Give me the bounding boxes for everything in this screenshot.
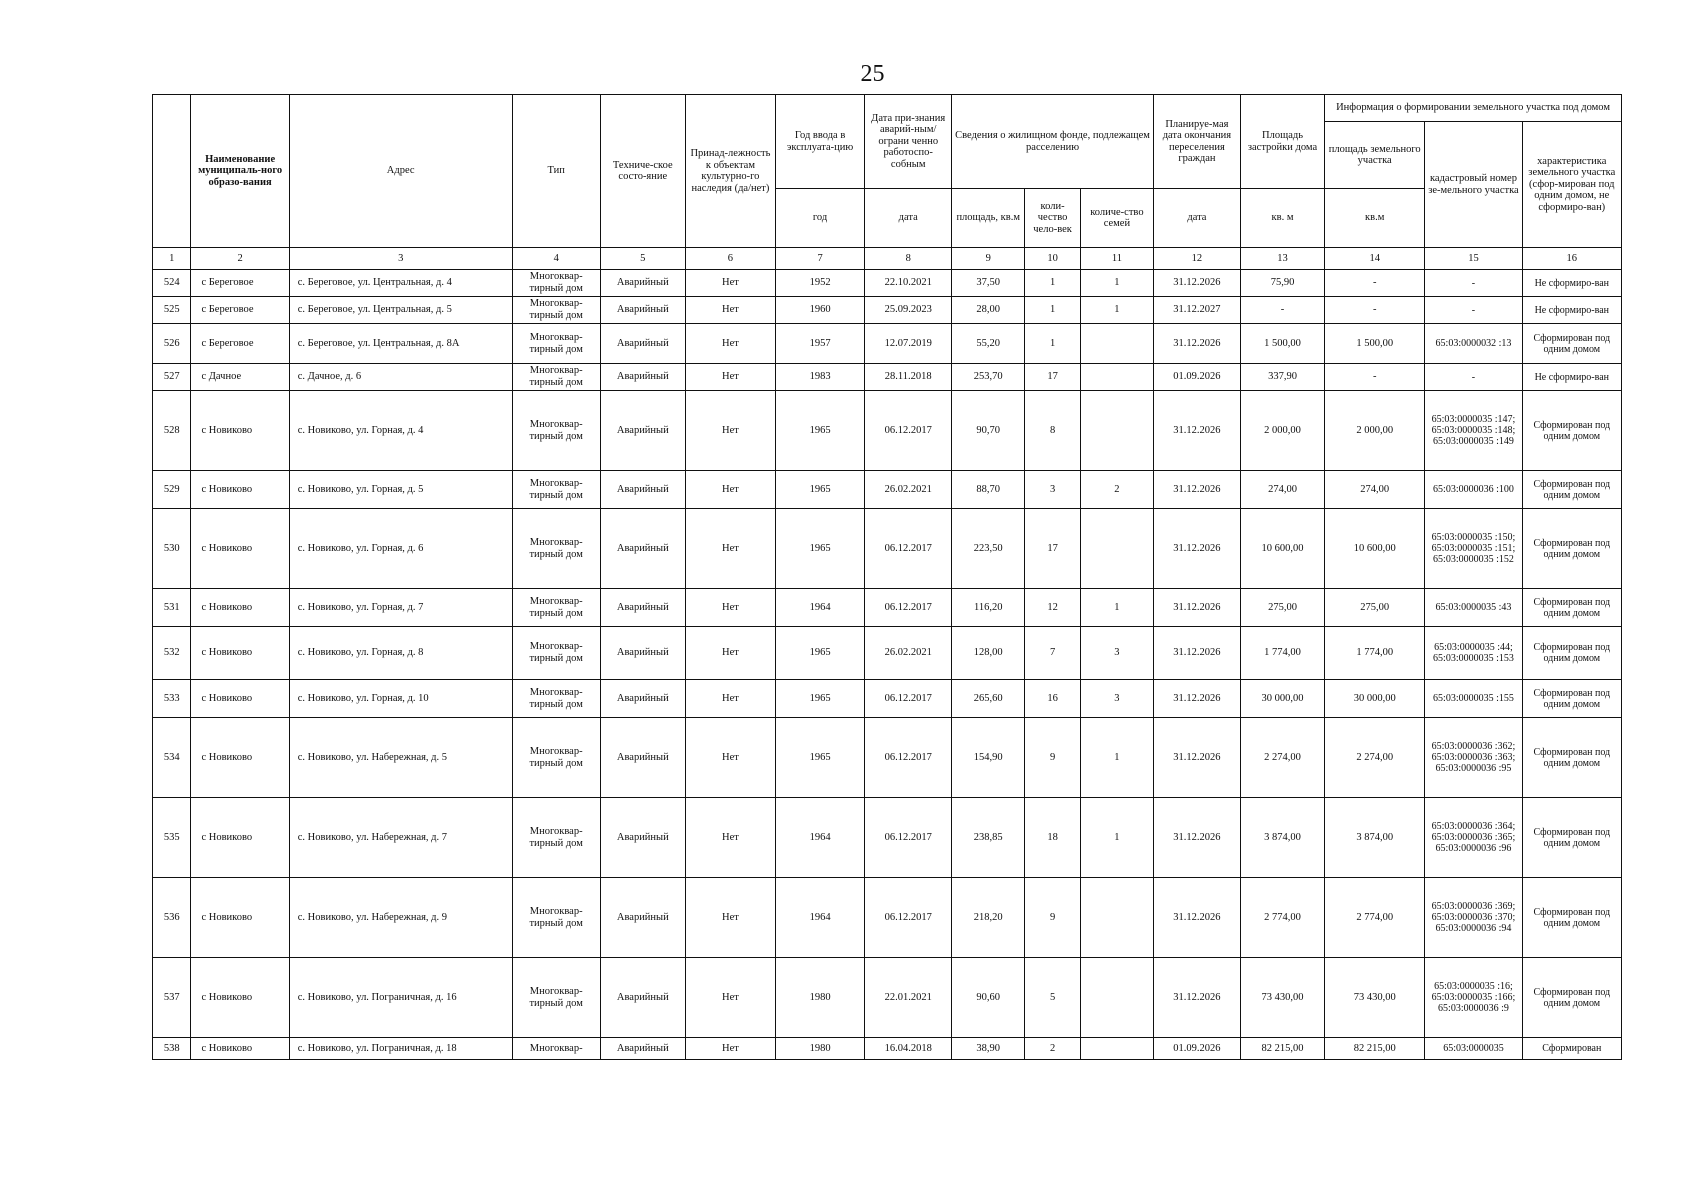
characteristic-cell: Сформирован под одним домом bbox=[1522, 324, 1621, 364]
area-cell: 37,50 bbox=[952, 270, 1025, 297]
address-cell: с. Новиково, ул. Горная, д. 5 bbox=[289, 471, 512, 509]
footprint-cell: 337,90 bbox=[1240, 364, 1324, 391]
table-row bbox=[153, 718, 1622, 798]
municipality-cell: с Новиково bbox=[191, 878, 289, 958]
table-row bbox=[153, 471, 1622, 509]
people-cell: 1 bbox=[1025, 324, 1081, 364]
families-cell bbox=[1080, 324, 1153, 364]
municipality-cell: с Новиково bbox=[191, 680, 289, 718]
year-cell: 1960 bbox=[776, 297, 865, 324]
column-number: 9 bbox=[952, 248, 1025, 270]
footprint-cell: 2 774,00 bbox=[1240, 878, 1324, 958]
tech-state-cell: Аварийный bbox=[600, 718, 685, 798]
land-area-cell: 1 774,00 bbox=[1325, 627, 1425, 680]
cadastral-cell: 65:03:0000032 :13 bbox=[1425, 324, 1522, 364]
land-area-cell: 1 500,00 bbox=[1325, 324, 1425, 364]
tech-state-cell: Аварийный bbox=[600, 270, 685, 297]
table-row bbox=[153, 324, 1622, 364]
row-number: 531 bbox=[153, 589, 191, 627]
footprint-cell: 82 215,00 bbox=[1240, 1038, 1324, 1060]
municipality-cell: с Новиково bbox=[191, 958, 289, 1038]
area-cell: 154,90 bbox=[952, 718, 1025, 798]
heritage-cell: Нет bbox=[685, 589, 775, 627]
footprint-cell: 1 774,00 bbox=[1240, 627, 1324, 680]
tech-state-cell: Аварийный bbox=[600, 364, 685, 391]
families-cell: 2 bbox=[1080, 471, 1153, 509]
heritage-cell: Нет bbox=[685, 718, 775, 798]
land-area-cell: 30 000,00 bbox=[1325, 680, 1425, 718]
people-cell: 7 bbox=[1025, 627, 1081, 680]
header-municipality: Наименование муниципаль-ного образо-вания bbox=[191, 95, 289, 248]
header-year-sub: год bbox=[776, 189, 865, 248]
area-cell: 116,20 bbox=[952, 589, 1025, 627]
characteristic-cell: Сформирован под одним домом bbox=[1522, 878, 1621, 958]
tech-state-cell: Аварийный bbox=[600, 1038, 685, 1060]
table-row bbox=[153, 509, 1622, 589]
header-address: Адрес bbox=[289, 95, 512, 248]
people-cell: 2 bbox=[1025, 1038, 1081, 1060]
area-cell: 90,60 bbox=[952, 958, 1025, 1038]
header-plan-sub: дата bbox=[1153, 189, 1240, 248]
row-number: 527 bbox=[153, 364, 191, 391]
municipality-cell: с Новиково bbox=[191, 589, 289, 627]
municipality-cell: с Новиково bbox=[191, 627, 289, 680]
municipality-cell: с Новиково bbox=[191, 718, 289, 798]
characteristic-cell: Не сформиро-ван bbox=[1522, 364, 1621, 391]
land-area-cell: - bbox=[1325, 297, 1425, 324]
characteristic-cell: Сформирован под одним домом bbox=[1522, 391, 1621, 471]
year-cell: 1965 bbox=[776, 680, 865, 718]
header-area: площадь, кв.м bbox=[952, 189, 1025, 248]
tech-state-cell: Аварийный bbox=[600, 297, 685, 324]
planned-date-cell: 31.12.2026 bbox=[1153, 878, 1240, 958]
address-cell: с. Новиково, ул. Пограничная, д. 16 bbox=[289, 958, 512, 1038]
header-tech-state: Техниче-ское состо-яние bbox=[600, 95, 685, 248]
municipality-cell: с Береговое bbox=[191, 270, 289, 297]
characteristic-cell: Сформирован под одним домом bbox=[1522, 958, 1621, 1038]
column-number: 12 bbox=[1153, 248, 1240, 270]
header-emergency-sub: дата bbox=[865, 189, 952, 248]
land-area-cell: 3 874,00 bbox=[1325, 798, 1425, 878]
column-number: 15 bbox=[1425, 248, 1522, 270]
type-cell: Многоквар-тирный дом bbox=[512, 627, 600, 680]
address-cell: с. Новиково, ул. Горная, д. 6 bbox=[289, 509, 512, 589]
cadastral-cell: 65:03:0000035 :16; 65:03:0000035 :166; 65:03:0000036 :9 bbox=[1425, 958, 1522, 1038]
header-type: Тип bbox=[512, 95, 600, 248]
row-number: 537 bbox=[153, 958, 191, 1038]
emergency-date-cell: 22.01.2021 bbox=[865, 958, 952, 1038]
header-row-number bbox=[153, 95, 191, 248]
families-cell bbox=[1080, 364, 1153, 391]
families-cell: 1 bbox=[1080, 297, 1153, 324]
address-cell: с. Новиково, ул. Набережная, д. 7 bbox=[289, 798, 512, 878]
housing-registry-table bbox=[152, 94, 1622, 1060]
characteristic-cell: Сформирован под одним домом bbox=[1522, 471, 1621, 509]
row-number: 525 bbox=[153, 297, 191, 324]
header-land-area-unit: кв.м bbox=[1325, 189, 1425, 248]
type-cell: Многоквар-тирный дом bbox=[512, 509, 600, 589]
header-year-group: Год ввода в эксплуата-цию bbox=[776, 95, 865, 189]
type-cell: Многоквар-тирный дом bbox=[512, 297, 600, 324]
municipality-cell: с Береговое bbox=[191, 297, 289, 324]
people-cell: 16 bbox=[1025, 680, 1081, 718]
heritage-cell: Нет bbox=[685, 324, 775, 364]
tech-state-cell: Аварийный bbox=[600, 509, 685, 589]
planned-date-cell: 31.12.2026 bbox=[1153, 627, 1240, 680]
families-cell: 3 bbox=[1080, 680, 1153, 718]
column-number: 8 bbox=[865, 248, 952, 270]
planned-date-cell: 31.12.2026 bbox=[1153, 324, 1240, 364]
families-cell bbox=[1080, 878, 1153, 958]
footprint-cell: 2 000,00 bbox=[1240, 391, 1324, 471]
type-cell: Многоквар-тирный дом bbox=[512, 471, 600, 509]
planned-date-cell: 31.12.2026 bbox=[1153, 798, 1240, 878]
column-number: 14 bbox=[1325, 248, 1425, 270]
characteristic-cell: Не сформиро-ван bbox=[1522, 270, 1621, 297]
table-header bbox=[153, 95, 1622, 270]
families-cell bbox=[1080, 509, 1153, 589]
land-area-cell: 2 000,00 bbox=[1325, 391, 1425, 471]
people-cell: 8 bbox=[1025, 391, 1081, 471]
people-cell: 5 bbox=[1025, 958, 1081, 1038]
header-footprint-sub: кв. м bbox=[1240, 189, 1324, 248]
emergency-date-cell: 26.02.2021 bbox=[865, 627, 952, 680]
tech-state-cell: Аварийный bbox=[600, 878, 685, 958]
cadastral-cell: 65:03:0000035 :155 bbox=[1425, 680, 1522, 718]
planned-date-cell: 31.12.2026 bbox=[1153, 958, 1240, 1038]
emergency-date-cell: 22.10.2021 bbox=[865, 270, 952, 297]
planned-date-cell: 31.12.2026 bbox=[1153, 509, 1240, 589]
heritage-cell: Нет bbox=[685, 471, 775, 509]
planned-date-cell: 01.09.2026 bbox=[1153, 1038, 1240, 1060]
column-number: 16 bbox=[1522, 248, 1621, 270]
emergency-date-cell: 16.04.2018 bbox=[865, 1038, 952, 1060]
tech-state-cell: Аварийный bbox=[600, 627, 685, 680]
cadastral-cell: 65:03:0000035 :43 bbox=[1425, 589, 1522, 627]
cadastral-cell: 65:03:0000035 :150; 65:03:0000035 :151; 65:03:0000035 :152 bbox=[1425, 509, 1522, 589]
header-housing-group: Сведения о жилищном фонде, подлежащем расселению bbox=[952, 95, 1154, 189]
year-cell: 1965 bbox=[776, 627, 865, 680]
tech-state-cell: Аварийный bbox=[600, 391, 685, 471]
characteristic-cell: Сформирован под одним домом bbox=[1522, 718, 1621, 798]
table-row bbox=[153, 680, 1622, 718]
table-row bbox=[153, 270, 1622, 297]
people-cell: 1 bbox=[1025, 297, 1081, 324]
area-cell: 38,90 bbox=[952, 1038, 1025, 1060]
families-cell: 1 bbox=[1080, 270, 1153, 297]
column-number: 3 bbox=[289, 248, 512, 270]
header-footprint-group: Площадь застройки дома bbox=[1240, 95, 1324, 189]
area-cell: 218,20 bbox=[952, 878, 1025, 958]
municipality-cell: с Новиково bbox=[191, 391, 289, 471]
cadastral-cell: 65:03:0000036 :362; 65:03:0000036 :363; 65:03:0000036 :95 bbox=[1425, 718, 1522, 798]
year-cell: 1980 bbox=[776, 958, 865, 1038]
table-row bbox=[153, 297, 1622, 324]
column-number: 10 bbox=[1025, 248, 1081, 270]
characteristic-cell: Сформирован под одним домом bbox=[1522, 680, 1621, 718]
year-cell: 1964 bbox=[776, 798, 865, 878]
address-cell: с. Новиково, ул. Горная, д. 8 bbox=[289, 627, 512, 680]
emergency-date-cell: 26.02.2021 bbox=[865, 471, 952, 509]
emergency-date-cell: 06.12.2017 bbox=[865, 718, 952, 798]
heritage-cell: Нет bbox=[685, 391, 775, 471]
heritage-cell: Нет bbox=[685, 627, 775, 680]
area-cell: 253,70 bbox=[952, 364, 1025, 391]
characteristic-cell: Сформирован под одним домом bbox=[1522, 509, 1621, 589]
year-cell: 1983 bbox=[776, 364, 865, 391]
address-cell: с. Береговое, ул. Центральная, д. 8А bbox=[289, 324, 512, 364]
land-area-cell: 2 274,00 bbox=[1325, 718, 1425, 798]
type-cell: Многоквар- bbox=[512, 1038, 600, 1060]
table-body bbox=[153, 270, 1622, 1060]
heritage-cell: Нет bbox=[685, 297, 775, 324]
footprint-cell: 10 600,00 bbox=[1240, 509, 1324, 589]
row-number: 528 bbox=[153, 391, 191, 471]
cadastral-cell: - bbox=[1425, 297, 1522, 324]
municipality-cell: с Дачное bbox=[191, 364, 289, 391]
heritage-cell: Нет bbox=[685, 878, 775, 958]
type-cell: Многоквар-тирный дом bbox=[512, 364, 600, 391]
header-land-group: Информация о формировании земельного участка под домом bbox=[1325, 95, 1622, 122]
area-cell: 128,00 bbox=[952, 627, 1025, 680]
emergency-date-cell: 06.12.2017 bbox=[865, 589, 952, 627]
families-cell bbox=[1080, 1038, 1153, 1060]
characteristic-cell: Не сформиро-ван bbox=[1522, 297, 1621, 324]
area-cell: 28,00 bbox=[952, 297, 1025, 324]
land-area-cell: 82 215,00 bbox=[1325, 1038, 1425, 1060]
tech-state-cell: Аварийный bbox=[600, 798, 685, 878]
header-land-area: площадь земельного участка bbox=[1325, 122, 1425, 189]
type-cell: Многоквар-тирный дом bbox=[512, 324, 600, 364]
area-cell: 223,50 bbox=[952, 509, 1025, 589]
page-number: 25 bbox=[860, 61, 885, 87]
column-number: 1 bbox=[153, 248, 191, 270]
header-plan-group: Планируе-мая дата окончания переселения граждан bbox=[1153, 95, 1240, 189]
people-cell: 18 bbox=[1025, 798, 1081, 878]
heritage-cell: Нет bbox=[685, 1038, 775, 1060]
column-number: 2 bbox=[191, 248, 289, 270]
people-cell: 9 bbox=[1025, 718, 1081, 798]
type-cell: Многоквар-тирный дом bbox=[512, 391, 600, 471]
planned-date-cell: 31.12.2026 bbox=[1153, 589, 1240, 627]
municipality-cell: с Новиково bbox=[191, 798, 289, 878]
year-cell: 1952 bbox=[776, 270, 865, 297]
people-cell: 9 bbox=[1025, 878, 1081, 958]
tech-state-cell: Аварийный bbox=[600, 589, 685, 627]
heritage-cell: Нет bbox=[685, 798, 775, 878]
table-row bbox=[153, 391, 1622, 471]
municipality-cell: с Новиково bbox=[191, 1038, 289, 1060]
row-number: 526 bbox=[153, 324, 191, 364]
families-cell bbox=[1080, 391, 1153, 471]
type-cell: Многоквар-тирный дом bbox=[512, 878, 600, 958]
year-cell: 1965 bbox=[776, 391, 865, 471]
header-characteristic: характеристика земельного участка (сфор-мирован под одним домом, не сформиро-ван) bbox=[1522, 122, 1621, 248]
cadastral-cell: 65:03:0000035 :147; 65:03:0000035 :148; 65:03:0000035 :149 bbox=[1425, 391, 1522, 471]
planned-date-cell: 31.12.2026 bbox=[1153, 391, 1240, 471]
planned-date-cell: 31.12.2026 bbox=[1153, 471, 1240, 509]
type-cell: Многоквар-тирный дом bbox=[512, 718, 600, 798]
land-area-cell: 275,00 bbox=[1325, 589, 1425, 627]
tech-state-cell: Аварийный bbox=[600, 680, 685, 718]
column-number: 11 bbox=[1080, 248, 1153, 270]
address-cell: с. Новиково, ул. Горная, д. 10 bbox=[289, 680, 512, 718]
emergency-date-cell: 25.09.2023 bbox=[865, 297, 952, 324]
people-cell: 3 bbox=[1025, 471, 1081, 509]
cadastral-cell: - bbox=[1425, 364, 1522, 391]
land-area-cell: 73 430,00 bbox=[1325, 958, 1425, 1038]
people-cell: 17 bbox=[1025, 509, 1081, 589]
row-number: 538 bbox=[153, 1038, 191, 1060]
area-cell: 88,70 bbox=[952, 471, 1025, 509]
year-cell: 1964 bbox=[776, 878, 865, 958]
column-number: 4 bbox=[512, 248, 600, 270]
emergency-date-cell: 06.12.2017 bbox=[865, 798, 952, 878]
table-row bbox=[153, 589, 1622, 627]
emergency-date-cell: 06.12.2017 bbox=[865, 680, 952, 718]
cadastral-cell: 65:03:0000036 :100 bbox=[1425, 471, 1522, 509]
heritage-cell: Нет bbox=[685, 509, 775, 589]
heritage-cell: Нет bbox=[685, 680, 775, 718]
planned-date-cell: 31.12.2026 bbox=[1153, 270, 1240, 297]
people-cell: 1 bbox=[1025, 270, 1081, 297]
planned-date-cell: 31.12.2026 bbox=[1153, 680, 1240, 718]
families-cell: 1 bbox=[1080, 589, 1153, 627]
type-cell: Многоквар-тирный дом bbox=[512, 589, 600, 627]
municipality-cell: с Новиково bbox=[191, 509, 289, 589]
land-area-cell: 2 774,00 bbox=[1325, 878, 1425, 958]
type-cell: Многоквар-тирный дом bbox=[512, 270, 600, 297]
tech-state-cell: Аварийный bbox=[600, 958, 685, 1038]
families-cell: 3 bbox=[1080, 627, 1153, 680]
cadastral-cell: 65:03:0000036 :364; 65:03:0000036 :365; 65:03:0000036 :96 bbox=[1425, 798, 1522, 878]
header-cadastral: кадастровый номер зе-мельного участка bbox=[1425, 122, 1522, 248]
column-number: 6 bbox=[685, 248, 775, 270]
table-row bbox=[153, 958, 1622, 1038]
address-cell: с. Береговое, ул. Центральная, д. 4 bbox=[289, 270, 512, 297]
area-cell: 90,70 bbox=[952, 391, 1025, 471]
type-cell: Многоквар-тирный дом bbox=[512, 958, 600, 1038]
address-cell: с. Новиково, ул. Пограничная, д. 18 bbox=[289, 1038, 512, 1060]
address-cell: с. Новиково, ул. Горная, д. 7 bbox=[289, 589, 512, 627]
emergency-date-cell: 12.07.2019 bbox=[865, 324, 952, 364]
characteristic-cell: Сформирован bbox=[1522, 1038, 1621, 1060]
address-cell: с. Новиково, ул. Горная, д. 4 bbox=[289, 391, 512, 471]
land-area-cell: 10 600,00 bbox=[1325, 509, 1425, 589]
row-number: 534 bbox=[153, 718, 191, 798]
land-area-cell: 274,00 bbox=[1325, 471, 1425, 509]
footprint-cell: 275,00 bbox=[1240, 589, 1324, 627]
row-number: 536 bbox=[153, 878, 191, 958]
characteristic-cell: Сформирован под одним домом bbox=[1522, 589, 1621, 627]
year-cell: 1957 bbox=[776, 324, 865, 364]
row-number: 529 bbox=[153, 471, 191, 509]
heritage-cell: Нет bbox=[685, 270, 775, 297]
land-area-cell: - bbox=[1325, 270, 1425, 297]
emergency-date-cell: 06.12.2017 bbox=[865, 878, 952, 958]
type-cell: Многоквар-тирный дом bbox=[512, 798, 600, 878]
footprint-cell: 3 874,00 bbox=[1240, 798, 1324, 878]
heritage-cell: Нет bbox=[685, 958, 775, 1038]
characteristic-cell: Сформирован под одним домом bbox=[1522, 798, 1621, 878]
header-families: количе-ство семей bbox=[1080, 189, 1153, 248]
row-number: 535 bbox=[153, 798, 191, 878]
footprint-cell: - bbox=[1240, 297, 1324, 324]
footprint-cell: 1 500,00 bbox=[1240, 324, 1324, 364]
row-number: 530 bbox=[153, 509, 191, 589]
families-cell bbox=[1080, 958, 1153, 1038]
table-row bbox=[153, 798, 1622, 878]
row-number: 524 bbox=[153, 270, 191, 297]
header-people: коли-чество чело-век bbox=[1025, 189, 1081, 248]
area-cell: 238,85 bbox=[952, 798, 1025, 878]
footprint-cell: 73 430,00 bbox=[1240, 958, 1324, 1038]
municipality-cell: с Новиково bbox=[191, 471, 289, 509]
families-cell: 1 bbox=[1080, 718, 1153, 798]
column-number: 13 bbox=[1240, 248, 1324, 270]
area-cell: 55,20 bbox=[952, 324, 1025, 364]
people-cell: 12 bbox=[1025, 589, 1081, 627]
planned-date-cell: 31.12.2026 bbox=[1153, 718, 1240, 798]
table-row bbox=[153, 878, 1622, 958]
address-cell: с. Дачное, д. 6 bbox=[289, 364, 512, 391]
characteristic-cell: Сформирован под одним домом bbox=[1522, 627, 1621, 680]
planned-date-cell: 01.09.2026 bbox=[1153, 364, 1240, 391]
footprint-cell: 274,00 bbox=[1240, 471, 1324, 509]
address-cell: с. Новиково, ул. Набережная, д. 5 bbox=[289, 718, 512, 798]
footprint-cell: 30 000,00 bbox=[1240, 680, 1324, 718]
table-row bbox=[153, 1038, 1622, 1060]
address-cell: с. Береговое, ул. Центральная, д. 5 bbox=[289, 297, 512, 324]
header-heritage: Принад-лежность к объектам культурно-го наследия (да/нет) bbox=[685, 95, 775, 248]
column-number: 7 bbox=[776, 248, 865, 270]
year-cell: 1980 bbox=[776, 1038, 865, 1060]
year-cell: 1965 bbox=[776, 509, 865, 589]
municipality-cell: с Береговое bbox=[191, 324, 289, 364]
year-cell: 1965 bbox=[776, 718, 865, 798]
cadastral-cell: - bbox=[1425, 270, 1522, 297]
emergency-date-cell: 06.12.2017 bbox=[865, 509, 952, 589]
tech-state-cell: Аварийный bbox=[600, 324, 685, 364]
emergency-date-cell: 06.12.2017 bbox=[865, 391, 952, 471]
cadastral-cell: 65:03:0000036 :369; 65:03:0000036 :370; 65:03:0000036 :94 bbox=[1425, 878, 1522, 958]
emergency-date-cell: 28.11.2018 bbox=[865, 364, 952, 391]
tech-state-cell: Аварийный bbox=[600, 471, 685, 509]
area-cell: 265,60 bbox=[952, 680, 1025, 718]
planned-date-cell: 31.12.2027 bbox=[1153, 297, 1240, 324]
cadastral-cell: 65:03:0000035 bbox=[1425, 1038, 1522, 1060]
table-row bbox=[153, 364, 1622, 391]
year-cell: 1964 bbox=[776, 589, 865, 627]
cadastral-cell: 65:03:0000035 :44; 65:03:0000035 :153 bbox=[1425, 627, 1522, 680]
people-cell: 17 bbox=[1025, 364, 1081, 391]
land-area-cell: - bbox=[1325, 364, 1425, 391]
heritage-cell: Нет bbox=[685, 364, 775, 391]
year-cell: 1965 bbox=[776, 471, 865, 509]
footprint-cell: 75,90 bbox=[1240, 270, 1324, 297]
type-cell: Многоквар-тирный дом bbox=[512, 680, 600, 718]
row-number: 532 bbox=[153, 627, 191, 680]
footprint-cell: 2 274,00 bbox=[1240, 718, 1324, 798]
table-row bbox=[153, 627, 1622, 680]
column-numbers-row bbox=[153, 248, 1622, 270]
column-number: 5 bbox=[600, 248, 685, 270]
header-emergency-group: Дата при-знания аварий-ным/ограни ченно работоспо-собным bbox=[865, 95, 952, 189]
address-cell: с. Новиково, ул. Набережная, д. 9 bbox=[289, 878, 512, 958]
families-cell: 1 bbox=[1080, 798, 1153, 878]
row-number: 533 bbox=[153, 680, 191, 718]
